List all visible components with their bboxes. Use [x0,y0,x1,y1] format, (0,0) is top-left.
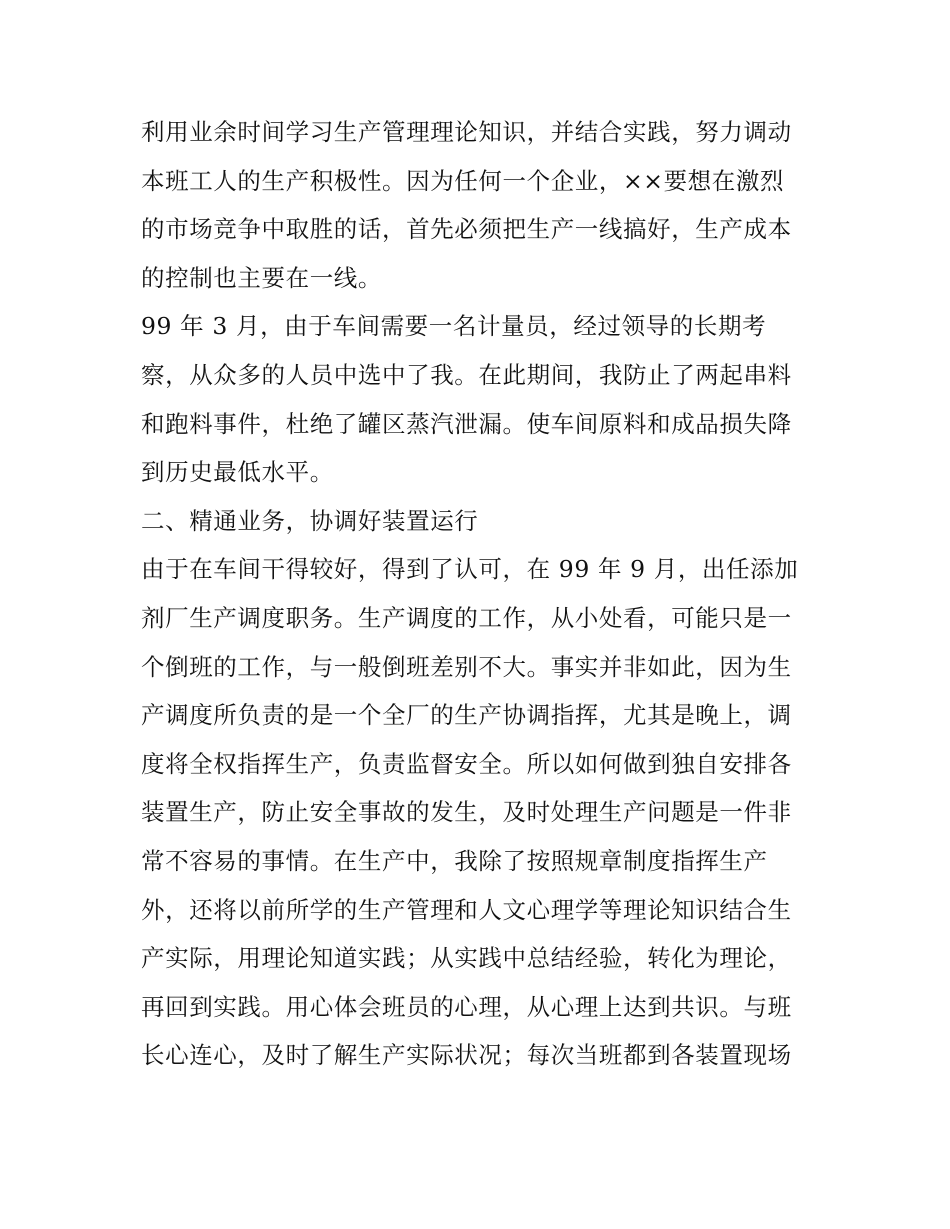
text-line: 的市场竞争中取胜的话，首先必须把生产一线搞好，生产成本 [141,215,792,244]
text-line: 产实际，用理论知道实践；从实践中总结经验，转化为理论， [141,944,792,973]
text-line: 利用业余时间学习生产管理理论知识，并结合实践，努力调动 [141,118,792,146]
text-line: 到历史最低水平。 [141,458,334,487]
text-line: 个倒班的工作，与一般倒班差别不大。事实并非如此，因为生 [141,652,792,681]
text-line: 99 年 3 月，由于车间需要一名计量员，经过领导的长期考 [141,312,767,341]
body-text [141,108,821,1080]
text-line: 常不容易的事情。在生产中，我除了按照规章制度指挥生产 [141,846,768,875]
text-line: 和跑料事件，杜绝了罐区蒸汽泄漏。使车间原料和成品损失降 [141,409,792,438]
text-line: 外，还将以前所学的生产管理和人文心理学等理论知识结合生 [141,895,792,924]
section-heading: 二、精通业务，协调好装置运行 [141,506,479,535]
text-line: 剂厂生产调度职务。生产调度的工作，从小处看，可能只是一 [141,603,792,632]
text-line: 本班工人的生产积极性。因为任何一个企业，××要想在激烈 [141,166,785,195]
text-line: 由于在车间干得较好，得到了认可，在 99 年 9 月，出任添加 [141,555,799,584]
text-line: 长心连心，及时了解生产实际状况；每次当班都到各装置现场 [141,1041,792,1070]
text-line: 察，从众多的人员中选中了我。在此期间，我防止了两起串料 [141,360,792,389]
text-line: 的控制也主要在一线。 [141,263,382,292]
text-line: 度将全权指挥生产，负责监督安全。所以如何做到独自安排各 [141,749,792,778]
text-line: 产调度所负责的是一个全厂的生产协调指挥，尤其是晚上，调 [141,701,792,730]
text-line: 再回到实践。用心体会班员的心理，从心理上达到共识。与班 [141,992,792,1021]
text-line: 装置生产，防止安全事故的发生，及时处理生产问题是一件非 [141,798,792,827]
